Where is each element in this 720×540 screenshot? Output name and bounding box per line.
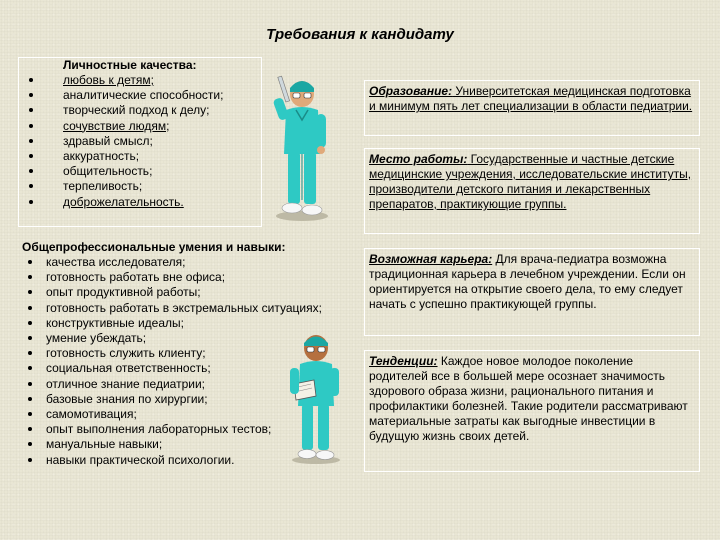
general-item-text: социальная ответственность; <box>46 361 211 376</box>
personal-list-item <box>19 195 261 210</box>
bullet-icon <box>29 78 33 82</box>
personal-item-text: аналитические способности; <box>63 88 224 103</box>
bullet-icon <box>28 397 32 401</box>
bullet-icon <box>28 321 32 325</box>
personal-item-text: доброжелательность. <box>63 194 184 209</box>
general-list-item <box>18 255 344 270</box>
general-item-text: конструктивные идеалы; <box>46 315 184 330</box>
general-item-text: готовность работать вне офиса; <box>46 270 226 285</box>
education-label: Образование: <box>369 84 453 98</box>
career-block <box>364 248 700 336</box>
bullet-icon <box>28 290 32 294</box>
education-text: Университетская медицинская подготовка и минимум пять лет специализации в области педиатрии. <box>369 84 693 113</box>
bullet-icon <box>29 184 33 188</box>
bullet-icon <box>28 351 32 355</box>
personal-list-item <box>19 164 261 179</box>
general-list-item <box>18 270 344 285</box>
bullet-icon <box>29 139 33 143</box>
personal-item-text: сочувствие людям; <box>63 118 170 133</box>
career-label: Возможная карьера: <box>369 252 493 266</box>
general-item-text: умение убеждать; <box>46 331 147 346</box>
bullet-icon <box>28 260 32 264</box>
personal-qualities-list <box>19 73 261 210</box>
workplace-block <box>364 148 700 234</box>
personal-qualities-box <box>18 57 262 227</box>
general-list-item <box>18 301 344 316</box>
general-item-text: отличное знание педиатрии; <box>46 376 205 391</box>
bullet-icon <box>29 124 33 128</box>
personal-list-item <box>19 134 261 149</box>
personal-list-item <box>19 88 261 103</box>
general-list-item <box>18 285 344 300</box>
personal-list-item <box>19 179 261 194</box>
trends-label: Тенденции: <box>369 354 438 368</box>
personal-list-item <box>19 73 261 88</box>
general-item-text: навыки практической психологии. <box>46 452 235 467</box>
education-block <box>364 80 700 136</box>
workplace-label: Место работы: <box>369 152 468 166</box>
general-item-text: базовые знания по хирургии; <box>46 391 208 406</box>
bullet-icon <box>28 382 32 386</box>
personal-item-text: творческий подход к делу; <box>63 103 210 118</box>
bullet-icon <box>28 427 32 431</box>
doctor-with-syringe-icon <box>262 70 340 222</box>
career-text: Для врача-педиатра возможна традиционная карьера в лечебном учреждении. Если он ориентируется на открытие своего дела, то ему следует начать с успешно практикующей группы. <box>369 252 686 311</box>
general-item-text: самомотивация; <box>46 407 137 422</box>
personal-item-text: аккуратность; <box>63 149 140 164</box>
trends-text: Каждое новое молодое поколение родителей все в большей мере осознает значимость здорового образа жизни, рационального питания и профилактики болезней. Такие родители рассматривают материальные затраты как выгодные инвестиции в будущую жизнь своих детей. <box>369 354 688 443</box>
general-item-text: готовность служить клиенту; <box>46 346 206 361</box>
doctor-reading-icon <box>280 330 352 466</box>
bullet-icon <box>28 412 32 416</box>
bullet-icon <box>28 366 32 370</box>
personal-item-text: общительность; <box>63 164 153 179</box>
general-item-text: готовность работать в экстремальных ситуациях; <box>46 300 322 315</box>
bullet-icon <box>29 108 33 112</box>
personal-list-item <box>19 149 261 164</box>
bullet-icon <box>29 169 33 173</box>
bullet-icon <box>29 93 33 97</box>
trends-block <box>364 350 700 472</box>
bullet-icon <box>28 336 32 340</box>
general-item-text: качества исследователя; <box>46 255 186 269</box>
bullet-icon <box>28 275 32 279</box>
general-item-text: опыт выполнения лабораторных тестов; <box>46 422 272 437</box>
bullet-icon <box>28 306 32 310</box>
bullet-icon <box>29 200 33 204</box>
personal-item-text: любовь к детям; <box>63 73 154 87</box>
bullet-icon <box>28 458 32 462</box>
personal-list-item <box>19 119 261 134</box>
bullet-icon <box>28 442 32 446</box>
general-list-item <box>18 316 344 331</box>
general-item-text: мануальные навыки; <box>46 437 163 452</box>
general-item-text: опыт продуктивной работы; <box>46 285 201 300</box>
page-title: Требования к кандидату <box>266 26 454 43</box>
general-skills-heading: Общепрофессиональные умения и навыки: <box>22 240 286 254</box>
bullet-icon <box>29 154 33 158</box>
personal-item-text: терпеливость; <box>63 179 143 194</box>
personal-qualities-heading: Личностные качества: <box>63 58 197 72</box>
personal-item-text: здравый смысл; <box>63 133 153 148</box>
personal-list-item <box>19 103 261 118</box>
workplace-text: Государственные и частные детские медицинские учреждения, исследовательские институты, производители детского питания и лекарственных препаратов, практикующие группы. <box>369 152 692 211</box>
